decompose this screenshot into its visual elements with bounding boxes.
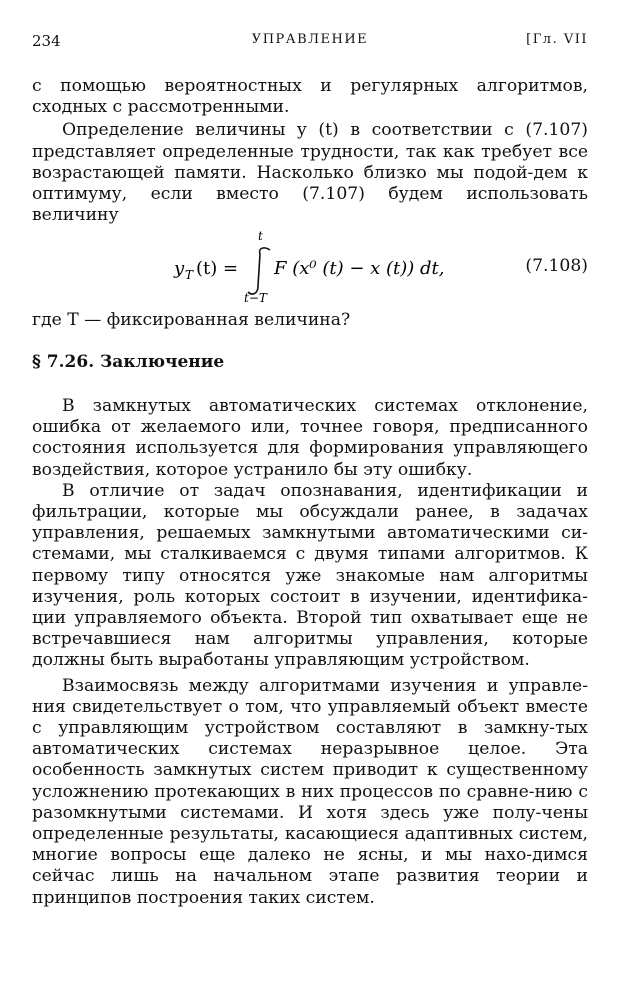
integral-formula xyxy=(32,226,502,306)
integral-sign-icon xyxy=(248,248,270,294)
question-text xyxy=(32,310,588,331)
integrand: F (x⁰ (t) − x (t)) dt, xyxy=(274,258,445,279)
page-number: 234 xyxy=(32,32,61,50)
formula-7-108 xyxy=(32,226,588,306)
formula-lhs-subscript: T xyxy=(185,268,194,282)
upper-limit: t xyxy=(258,229,263,243)
paragraph-3: Взаимосвязь между алгоритмами изучения и управле-ния свидетельствует о том, что управляемый объект вместе с управляющим устройством составляют в замкну-тых автоматических системах неразрывное целое. Эта особенность замкнутых систем приводит к существенному усложнению протекающих в них процессов по сравне-нию с разомкнутыми системами. И хотя здесь уже полу-чены определенные результаты, касающиеся адаптивных систем, многие вопросы еще далеко не ясны, и мы нахо-димся сейчас лишь на начальном этапе развития теории и принципов построения таких систем. xyxy=(32,675,588,908)
chapter-reference: [Гл. VII xyxy=(526,32,588,47)
lower-limit: t−T xyxy=(244,291,267,305)
intro-paragraph: Определение величины y (t) в соответствии с (7.107) представляет определенные трудности, так как требует все возрастающей памяти. Насколько близко мы подой-дем к оптимуму, если вместо (7.107) будем использовать величину xyxy=(32,120,588,226)
intro-text xyxy=(32,76,588,226)
equation-number: (7.108) xyxy=(525,256,588,276)
intro-line-1: с помощью вероятностных и регулярных алгоритмов, xyxy=(32,76,588,96)
running-title: УПРАВЛЕНИЕ xyxy=(251,32,369,47)
formula-lhs-argument: (t) = xyxy=(196,258,239,279)
formula-lhs: y xyxy=(174,258,185,279)
paragraph-2: В отличие от задач опознавания, идентификации и фильтрации, которые мы обсуждали ранее, в задачах управления, решаемых замкнутыми автоматическими си-стемами, мы сталкиваемся с двумя типами алгоритмов. К первому типу относятся уже знакомые нам алгоритмы изучения, роль которых состоит в изучении, идентифика-ции управляемого объекта. Второй тип охватывает еще не встречавшиеся нам алгоритмы управления, которые должны быть выработаны управляющим устройством. xyxy=(32,480,588,671)
conclusion-text xyxy=(32,396,588,909)
page-header xyxy=(32,32,588,54)
section-title: § 7.26. Заключение xyxy=(32,352,225,372)
question-line: где T — фиксированная величина? xyxy=(32,310,351,330)
intro-line-2: сходных с рассмотренными. xyxy=(32,97,290,118)
paragraph-1: В замкнутых автоматических системах отклонение, ошибка от желаемого или, точнее говоря, предписанного состояния используется для формирования управляющего воздействия, которое устранило бы эту ошибку. xyxy=(32,396,588,480)
